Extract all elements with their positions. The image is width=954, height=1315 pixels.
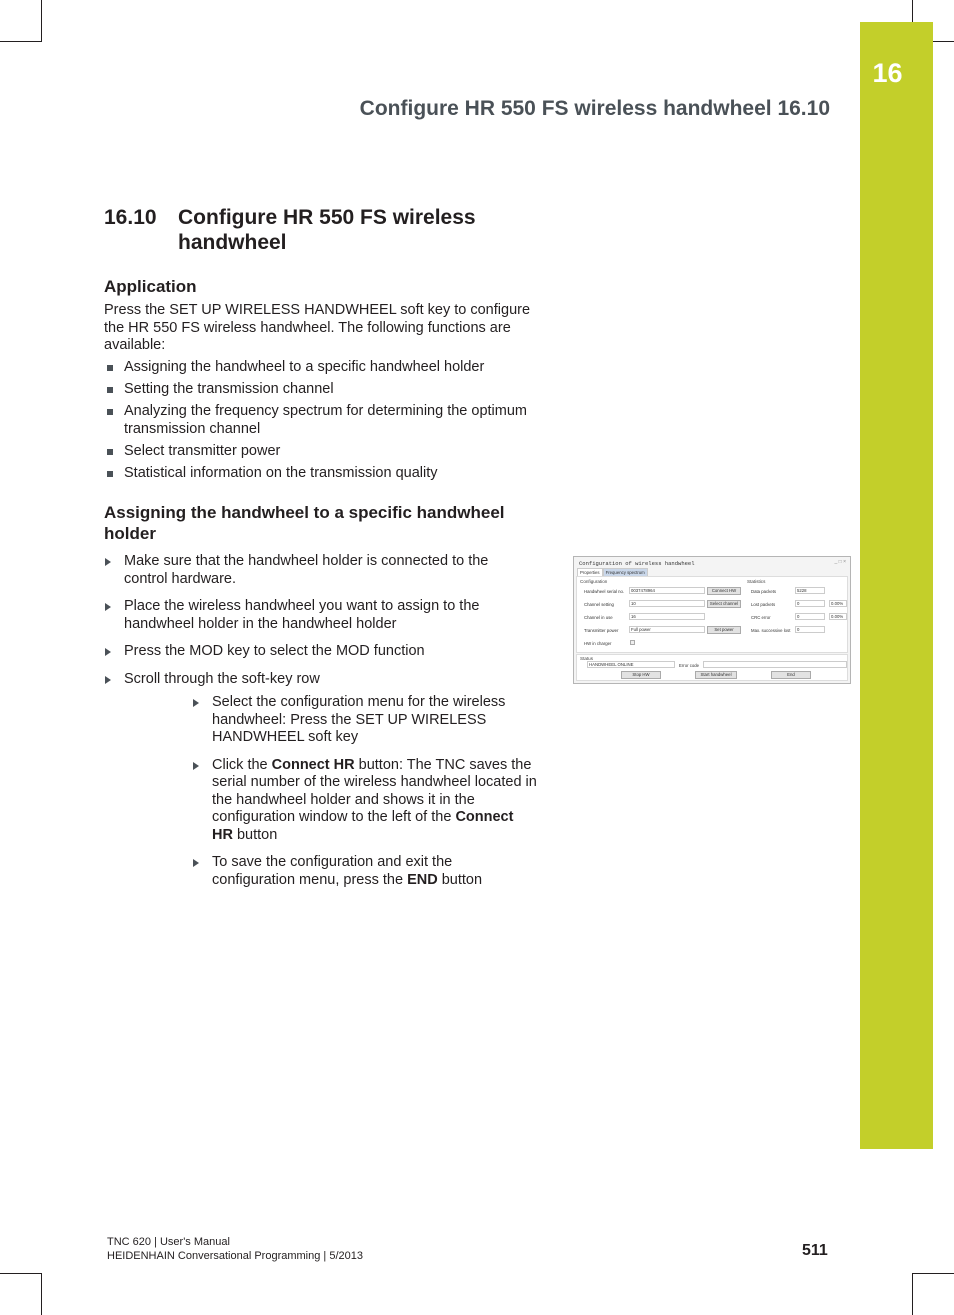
tx-power-select[interactable]: Full power [629,626,705,633]
status-group-label: Status [580,656,594,661]
step-item: Place the wireless handwheel you want to assign to the handwheel holder in the handwheel holder [104,598,524,633]
list-item: Setting the transmission channel [104,381,544,399]
error-code-label: Error code [679,663,700,668]
section-title-text: Configure HR 550 FS wireless handwheel [178,206,476,254]
substep-item [192,757,537,845]
status-area [576,654,848,681]
stop-hw-button[interactable]: Stop HW [621,671,661,679]
crop-mark [41,1273,42,1315]
crop-mark [912,1273,913,1315]
list-item: Statistical information on the transmission quality [104,465,544,483]
data-packets-value: 5228 [795,587,825,594]
end-term: END [407,871,438,888]
step-item: Make sure that the handwheel holder is connected to the control hardware. [104,553,524,588]
substep-item [192,854,537,889]
window-controls: _ □ × [834,559,846,565]
window-tabs [577,568,648,576]
window-body [576,576,848,653]
start-handwheel-button[interactable]: Start handwheel [695,671,737,679]
step-list [104,553,524,688]
crc-error-label: CRC error [751,615,771,620]
substep-text: Select the configuration menu for the wireless handwheel: Press the SET UP WIRELESS HANDWHEEL soft key [212,694,506,745]
crop-mark [912,1273,954,1274]
step-item: Scroll through the soft-key row [104,671,524,689]
channel-in-use-label: Channel in use [584,615,613,620]
end-button[interactable]: End [771,671,811,679]
statistics-group-label: Statistics [747,579,766,584]
channel-in-use-field: 16 [629,613,705,620]
tab-frequency-spectrum[interactable]: Frequency spectrum [603,568,648,577]
substep-list [192,694,537,889]
serial-field[interactable]: 0037478964 [629,587,705,594]
connect-hw-button[interactable]: Connect HW [707,587,741,595]
set-power-button[interactable]: Set power [707,626,741,634]
step-item: Press the MOD key to select the MOD function [104,643,524,661]
lost-packets-label: Lost packets [751,602,776,607]
section-number: 16.10 [104,206,157,229]
configuration-group-label: Configuration [580,579,608,584]
crc-error-percent: 0.00% [829,613,847,620]
config-window-screenshot [573,556,851,684]
page-number: 511 [802,1242,828,1259]
chapter-number: 16 [872,58,903,88]
select-channel-button[interactable]: Select channel [707,600,741,608]
footer-manual: TNC 620 | User's Manual [107,1236,230,1248]
substep-text: To save the configuration and exit the configuration menu, press the [212,854,453,888]
error-code-field [703,661,847,668]
chapter-tab [860,22,933,1149]
status-field: HANDWHEEL ONLINE [587,661,675,668]
substep-text: button: The TNC saves the serial number of the wireless handwheel located in the handwheel holder and shows it in the configuration window to the left of the [212,756,537,825]
lost-packets-value: 0 [795,600,825,607]
function-list [104,359,544,487]
channel-setting-field[interactable]: 10 [629,600,705,607]
window-title: Configuration of wireless handwheel [579,560,695,567]
substep-item [192,694,537,747]
hw-charger-label: HW in charger [584,641,612,646]
hw-charger-checkbox[interactable] [630,640,635,645]
max-lost-value: 0 [795,626,825,633]
substep-text: Click the [212,756,272,773]
crop-mark [0,1273,42,1274]
connect-hr-term: Connect HR [212,809,514,843]
crc-error-value: 0 [795,613,825,620]
tab-properties[interactable]: Properties [577,568,603,577]
substep-text: button [437,871,483,888]
data-packets-label: Data packets [751,589,777,594]
lost-packets-percent: 0.00% [829,600,847,607]
list-item: Assigning the handwheel to a specific handwheel holder [104,359,544,377]
application-heading: Application [104,277,197,296]
substep-text: button [232,826,278,843]
running-head: Configure HR 550 FS wireless handwheel 16.10 [359,97,830,120]
list-item: Select transmitter power [104,443,544,461]
list-item: Analyzing the frequency spectrum for determining the optimum transmission channel [104,403,544,438]
footer-publisher: HEIDENHAIN Conversational Programming | 5/2013 [107,1250,363,1262]
serial-label: Handwheel serial no. [584,589,625,594]
tx-power-label: Transmitter power [584,628,619,633]
crop-mark [41,0,42,42]
crop-mark [0,41,42,42]
max-lost-label: Max. successive lost [751,628,791,633]
connect-hr-term: Connect HR [271,756,355,773]
application-intro: Press the SET UP WIRELESS HANDWHEEL soft key to configure the HR 550 FS wireless handwheel. The following functions are available: [104,302,531,353]
channel-setting-label: Channel setting [584,602,614,607]
assigning-heading: Assigning the handwheel to a specific handwheel holder [104,503,505,543]
